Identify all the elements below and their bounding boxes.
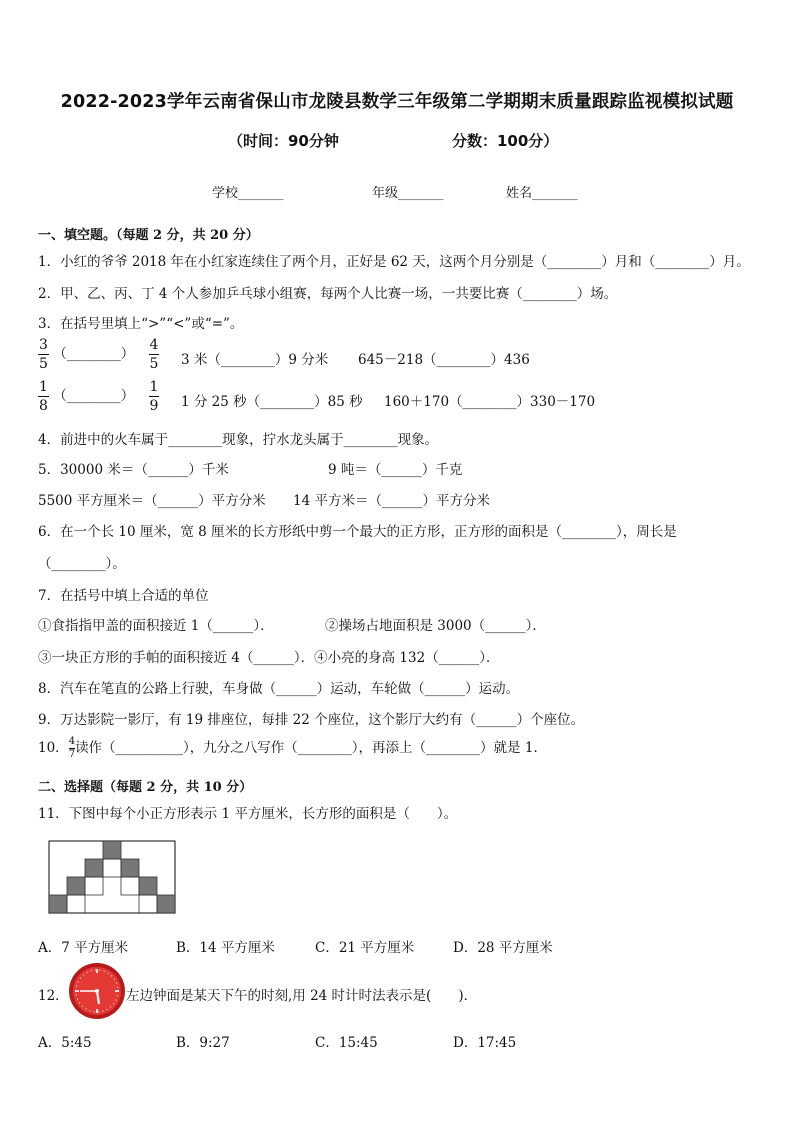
question-6: 6．在一个长 10 厘米，宽 8 厘米的长方形纸中剪一个最大的正方形，正方形的面积是（________），周长是 (38, 524, 677, 540)
question-10: 10． $\frac{4}{7}$ 读作（__________），九分之八写作（________），再添上（________）就是 1． (38, 736, 547, 760)
section-2-title: 二、选择题（每题 2 分，共 10 分） (38, 780, 253, 795)
q3-r1-item-3: 3 米（________）9 分米 (181, 352, 329, 368)
q12-option-c: C．15:45 (315, 1035, 378, 1051)
q3-r2-item-3: 1 分 25 秒（________）85 秒 (181, 394, 363, 410)
q12-option-b: B．9:27 (176, 1035, 230, 1051)
q3-r2-item-4: 160＋170（________）330－170 (384, 394, 596, 410)
grade-field: 年级_______ (372, 186, 444, 201)
q12-option-a: A．5:45 (38, 1035, 92, 1051)
question-2: 2．甲、乙、丙、丁 4 个人参加乒乓球小组赛，每两个人比赛一场，一共要比赛（________）场。 (38, 286, 618, 302)
question-5a: 5．30000 米＝（______）千米 (38, 462, 229, 478)
square (157, 895, 175, 913)
question-9: 9．万达影院一影厅，有 19 排座位，每排 22 个座位，这个影厅大约有（______）个座位。 (38, 712, 585, 728)
page-title: 2022-2023学年云南省保山市龙陵县数学三年级第二学期期末质量跟踪监视模拟试题 (60, 92, 734, 112)
exam-time: （时间：90分钟 (228, 132, 339, 150)
fraction: $\frac{3}{5}$ (39, 337, 48, 372)
fraction: $\frac{1}{9}$ (149, 379, 159, 414)
question-1: 1．小红的爷爷 2018 年在小红家连续住了两个月，正好是 62 天，这两个月分别是（________）月和（________）月。 (38, 254, 750, 270)
q3-r1-item-4: 645－218（________）436 (358, 352, 530, 368)
exam-score: 分数：100分） (452, 132, 559, 150)
square (85, 859, 103, 877)
q11-option-a: A．7 平方厘米 (38, 940, 129, 956)
name-field: 姓名_______ (506, 186, 578, 201)
question-7c: ③一块正方形的手帕的面积接近 4（______）．④小亮的身高 132（______）． (38, 650, 500, 666)
section-1-title: 一、填空题。（每题 2 分，共 20 分） (38, 228, 259, 243)
q3-row-1 (38, 338, 159, 371)
question-3: 3．在括号里填上“>”“<”或“=”。 (38, 316, 244, 332)
school-field: 学校_______ (212, 186, 284, 201)
question-7: 7．在括号中填上合适的单位 (38, 588, 209, 604)
clock-face-icon (68, 962, 126, 1020)
square (67, 877, 85, 895)
question-4: 4．前进中的火车属于________现象，拧水龙头属于________现象。 (38, 432, 439, 448)
clock-center (95, 989, 99, 993)
square (103, 841, 121, 859)
blank: （________） (53, 346, 135, 362)
q11-option-d: D．28 平方厘米 (453, 940, 553, 956)
question-5d: 14 平方米＝（______）平方分米 (293, 493, 490, 509)
q11-option-b: B．14 平方厘米 (176, 940, 275, 956)
q3-row-2 (38, 380, 159, 413)
q12-option-d: D．17:45 (453, 1035, 517, 1051)
fraction: $\frac{4}{5}$ (149, 337, 159, 372)
square (121, 859, 139, 877)
area-grid-figure (48, 840, 176, 914)
question-5c: 5500 平方厘米＝（______）平方分米 (38, 493, 266, 509)
question-12: 左边钟面是某天下午的时刻,用 24 时计时法表示是( )． (126, 988, 478, 1004)
question-7b: ②操场占地面积是 3000（______）． (325, 618, 546, 634)
question-8: 8．汽车在笔直的公路上行驶，车身做（______）运动，车轮做（______）运动。 (38, 681, 520, 697)
question-6-cont: （________）。 (38, 556, 126, 572)
q11-option-c: C．21 平方厘米 (315, 940, 415, 956)
fraction: $\frac{4}{7}$ (68, 736, 76, 760)
question-12-number: 12． (38, 988, 69, 1004)
blank: （________） (53, 388, 135, 404)
square (139, 877, 157, 895)
square (49, 895, 67, 913)
question-5b: 9 吨＝（______）千克 (328, 462, 463, 478)
question-11: 11．下图中每个小正方形表示 1 平方厘米，长方形的面积是（ ）。 (38, 806, 458, 822)
question-7a: ①食指指甲盖的面积接近 1（______）． (38, 618, 274, 634)
fraction: $\frac{1}{8}$ (39, 379, 48, 414)
